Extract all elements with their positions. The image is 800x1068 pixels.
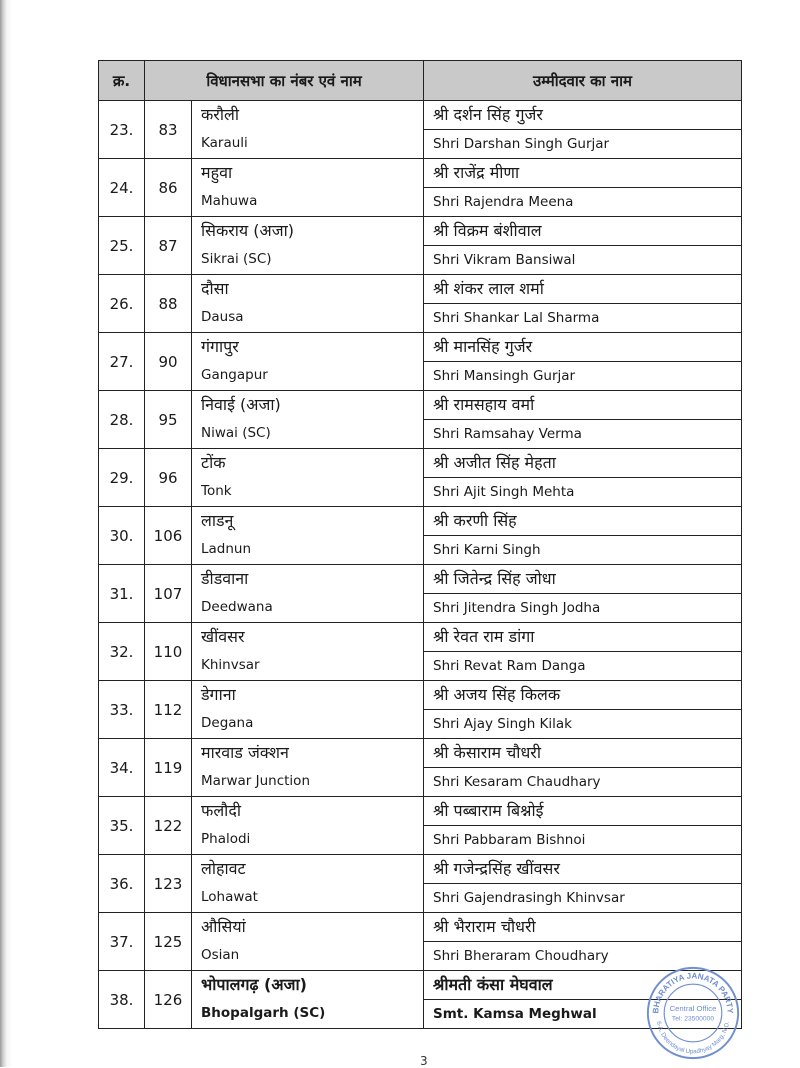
constituency-name-hindi: लाडनू [201, 511, 234, 530]
candidate-name-cell [424, 913, 742, 971]
constituency-name-cell [192, 681, 424, 739]
serial-number: 35. [99, 797, 145, 855]
candidate-name-hindi: श्री विक्रम बंशीवाल [424, 217, 741, 246]
candidate-name-cell [424, 217, 742, 275]
stamp-tel-text: Tel: 23500000 [671, 1015, 715, 1023]
constituency-name-english: Dausa [201, 309, 244, 325]
candidate-name-cell [424, 275, 742, 333]
serial-number: 25. [99, 217, 145, 275]
candidate-name-english: Shri Shankar Lal Sharma [433, 310, 600, 326]
constituency-name-cell [192, 623, 424, 681]
constituency-number: 107 [145, 565, 192, 623]
table-row [99, 623, 742, 681]
page-number: 3 [420, 1054, 428, 1068]
constituency-name-cell [192, 275, 424, 333]
serial-number: 33. [99, 681, 145, 739]
constituency-name-english: Ladnun [201, 541, 252, 557]
constituency-name-english: Degana [201, 715, 254, 731]
table-row [99, 101, 742, 159]
stamp-address-text: 6-A, Deendayal Upadhyay Marg, N.D. [654, 1020, 732, 1056]
constituency-name-hindi: दौसा [201, 279, 229, 298]
serial-number: 23. [99, 101, 145, 159]
constituency-name-english: Bhopalgarh (SC) [201, 1005, 326, 1021]
serial-number: 26. [99, 275, 145, 333]
constituency-name-hindi: करौली [201, 105, 239, 124]
constituency-number: 83 [145, 101, 192, 159]
candidate-name-hindi: श्री शंकर लाल शर्मा [424, 275, 741, 304]
candidate-table [98, 60, 742, 1029]
table-row [99, 275, 742, 333]
candidate-name-english: Shri Revat Ram Danga [433, 658, 586, 674]
constituency-name-english: Mahuwa [201, 193, 258, 209]
constituency-name-english: Niwai (SC) [201, 425, 271, 441]
header-constituency: विधानसभा का नंबर एवं नाम [145, 61, 424, 101]
constituency-name-cell [192, 971, 424, 1029]
candidate-name-cell [424, 565, 742, 623]
table-row [99, 507, 742, 565]
candidate-name-cell [424, 739, 742, 797]
header-sno: क्र. [99, 61, 145, 101]
constituency-number: 110 [145, 623, 192, 681]
table-row [99, 797, 742, 855]
constituency-name-english: Sikrai (SC) [201, 251, 272, 267]
constituency-number: 87 [145, 217, 192, 275]
serial-number: 29. [99, 449, 145, 507]
table-row [99, 449, 742, 507]
table-header-row [99, 61, 742, 101]
constituency-number: 125 [145, 913, 192, 971]
candidate-name-cell [424, 159, 742, 217]
constituency-name-english: Osian [201, 947, 240, 963]
candidate-name-hindi: श्री रामसहाय वर्मा [424, 391, 741, 420]
constituency-number: 90 [145, 333, 192, 391]
serial-number: 38. [99, 971, 145, 1029]
candidate-name-english: Shri Mansingh Gurjar [433, 368, 576, 384]
candidate-name-cell [424, 333, 742, 391]
candidate-name-hindi: श्रीमती कंसा मेघवाल [424, 971, 741, 1000]
serial-number: 37. [99, 913, 145, 971]
candidate-name-english: Shri Gajendrasingh Khinvsar [433, 890, 625, 906]
serial-number: 30. [99, 507, 145, 565]
constituency-name-hindi: डीडवाना [201, 569, 249, 588]
candidate-name-english: Shri Bheraram Choudhary [433, 948, 609, 964]
candidate-name-cell [424, 855, 742, 913]
constituency-name-cell [192, 913, 424, 971]
candidate-name-cell [424, 101, 742, 159]
table-row [99, 159, 742, 217]
constituency-number: 96 [145, 449, 192, 507]
constituency-name-hindi: औसियां [201, 917, 246, 936]
serial-number: 24. [99, 159, 145, 217]
candidate-name-hindi: श्री रेवत राम डांगा [424, 623, 741, 652]
constituency-name-cell [192, 101, 424, 159]
constituency-name-hindi: महुवा [201, 163, 233, 182]
candidate-name-english: Smt. Kamsa Meghwal [433, 1006, 597, 1022]
serial-number: 36. [99, 855, 145, 913]
constituency-name-cell [192, 797, 424, 855]
constituency-name-hindi: गंगापुर [201, 337, 239, 356]
constituency-name-cell [192, 449, 424, 507]
constituency-name-cell [192, 159, 424, 217]
constituency-name-cell [192, 507, 424, 565]
table-row [99, 855, 742, 913]
candidate-name-cell [424, 449, 742, 507]
candidate-name-hindi: श्री जितेन्द्र सिंह जोधा [424, 565, 741, 594]
candidate-name-cell [424, 681, 742, 739]
serial-number: 27. [99, 333, 145, 391]
serial-number: 31. [99, 565, 145, 623]
constituency-name-cell [192, 333, 424, 391]
stamp-party-text: BHARATIYA JANATA PARTY [651, 971, 735, 1014]
table-row [99, 391, 742, 449]
candidate-name-hindi: श्री मानसिंह गुर्जर [424, 333, 741, 362]
constituency-name-hindi: मारवाड जंक्शन [201, 743, 289, 762]
constituency-name-english: Deedwana [201, 599, 273, 615]
constituency-name-hindi: भोपालगढ़ (अजा) [201, 975, 307, 994]
constituency-number: 112 [145, 681, 192, 739]
candidate-name-hindi: श्री अजय सिंह किलक [424, 681, 741, 710]
candidate-name-english: Shri Karni Singh [433, 542, 541, 558]
candidate-name-hindi: श्री पब्बाराम बिश्नोई [424, 797, 741, 826]
constituency-name-cell [192, 217, 424, 275]
constituency-number: 123 [145, 855, 192, 913]
constituency-number: 119 [145, 739, 192, 797]
candidate-name-english: Shri Darshan Singh Gurjar [433, 136, 610, 152]
candidate-name-cell [424, 507, 742, 565]
constituency-name-hindi: निवाई (अजा) [201, 395, 281, 414]
candidate-name-english: Shri Ajit Singh Mehta [433, 484, 575, 500]
constituency-name-hindi: फलौदी [201, 801, 241, 820]
candidate-name-hindi: श्री गजेन्द्रसिंह खींवसर [424, 855, 741, 884]
candidate-name-hindi: श्री भैराराम चौधरी [424, 913, 741, 942]
constituency-name-hindi: सिकराय (अजा) [201, 221, 295, 240]
stamp-office-text: Central Office [669, 1004, 717, 1014]
table-row [99, 681, 742, 739]
party-stamp [645, 965, 741, 1061]
candidate-name-english: Shri Ajay Singh Kilak [433, 716, 572, 732]
constituency-name-english: Karauli [201, 135, 248, 151]
table-row [99, 217, 742, 275]
constituency-name-english: Phalodi [201, 831, 251, 847]
candidate-name-hindi: श्री करणी सिंह [424, 507, 741, 536]
table-row [99, 913, 742, 971]
constituency-number: 126 [145, 971, 192, 1029]
constituency-name-hindi: डेगाना [201, 685, 236, 704]
header-candidate: उम्मीदवार का नाम [424, 61, 742, 101]
constituency-name-english: Tonk [201, 483, 232, 499]
constituency-number: 86 [145, 159, 192, 217]
candidate-name-english: Shri Kesaram Chaudhary [433, 774, 601, 790]
serial-number: 34. [99, 739, 145, 797]
constituency-name-cell [192, 739, 424, 797]
table-row [99, 739, 742, 797]
candidate-name-hindi: श्री दर्शन सिंह गुर्जर [424, 101, 741, 130]
constituency-number: 122 [145, 797, 192, 855]
constituency-name-english: Lohawat [201, 889, 258, 905]
constituency-name-english: Khinvsar [201, 657, 260, 673]
constituency-name-cell [192, 391, 424, 449]
table-row [99, 565, 742, 623]
constituency-name-cell [192, 565, 424, 623]
candidate-name-english: Shri Rajendra Meena [433, 194, 574, 210]
constituency-name-cell [192, 855, 424, 913]
candidate-name-cell [424, 391, 742, 449]
table-row [99, 333, 742, 391]
constituency-number: 95 [145, 391, 192, 449]
candidate-name-english: Shri Ramsahay Verma [433, 426, 582, 442]
candidate-name-hindi: श्री केसाराम चौधरी [424, 739, 741, 768]
constituency-number: 88 [145, 275, 192, 333]
candidate-name-english: Shri Vikram Bansiwal [433, 252, 576, 268]
candidate-name-hindi: श्री अजीत सिंह मेहता [424, 449, 741, 478]
constituency-number: 106 [145, 507, 192, 565]
candidate-name-english: Shri Jitendra Singh Jodha [433, 600, 601, 616]
constituency-name-hindi: टोंक [201, 453, 226, 472]
constituency-name-english: Marwar Junction [201, 773, 311, 789]
serial-number: 32. [99, 623, 145, 681]
candidate-name-cell [424, 623, 742, 681]
constituency-name-hindi: खींवसर [201, 627, 245, 646]
constituency-name-english: Gangapur [201, 367, 268, 383]
constituency-name-hindi: लोहावट [201, 859, 246, 878]
serial-number: 28. [99, 391, 145, 449]
candidate-name-cell [424, 797, 742, 855]
candidate-name-hindi: श्री राजेंद्र मीणा [424, 159, 741, 188]
candidate-name-english: Shri Pabbaram Bishnoi [433, 832, 586, 848]
